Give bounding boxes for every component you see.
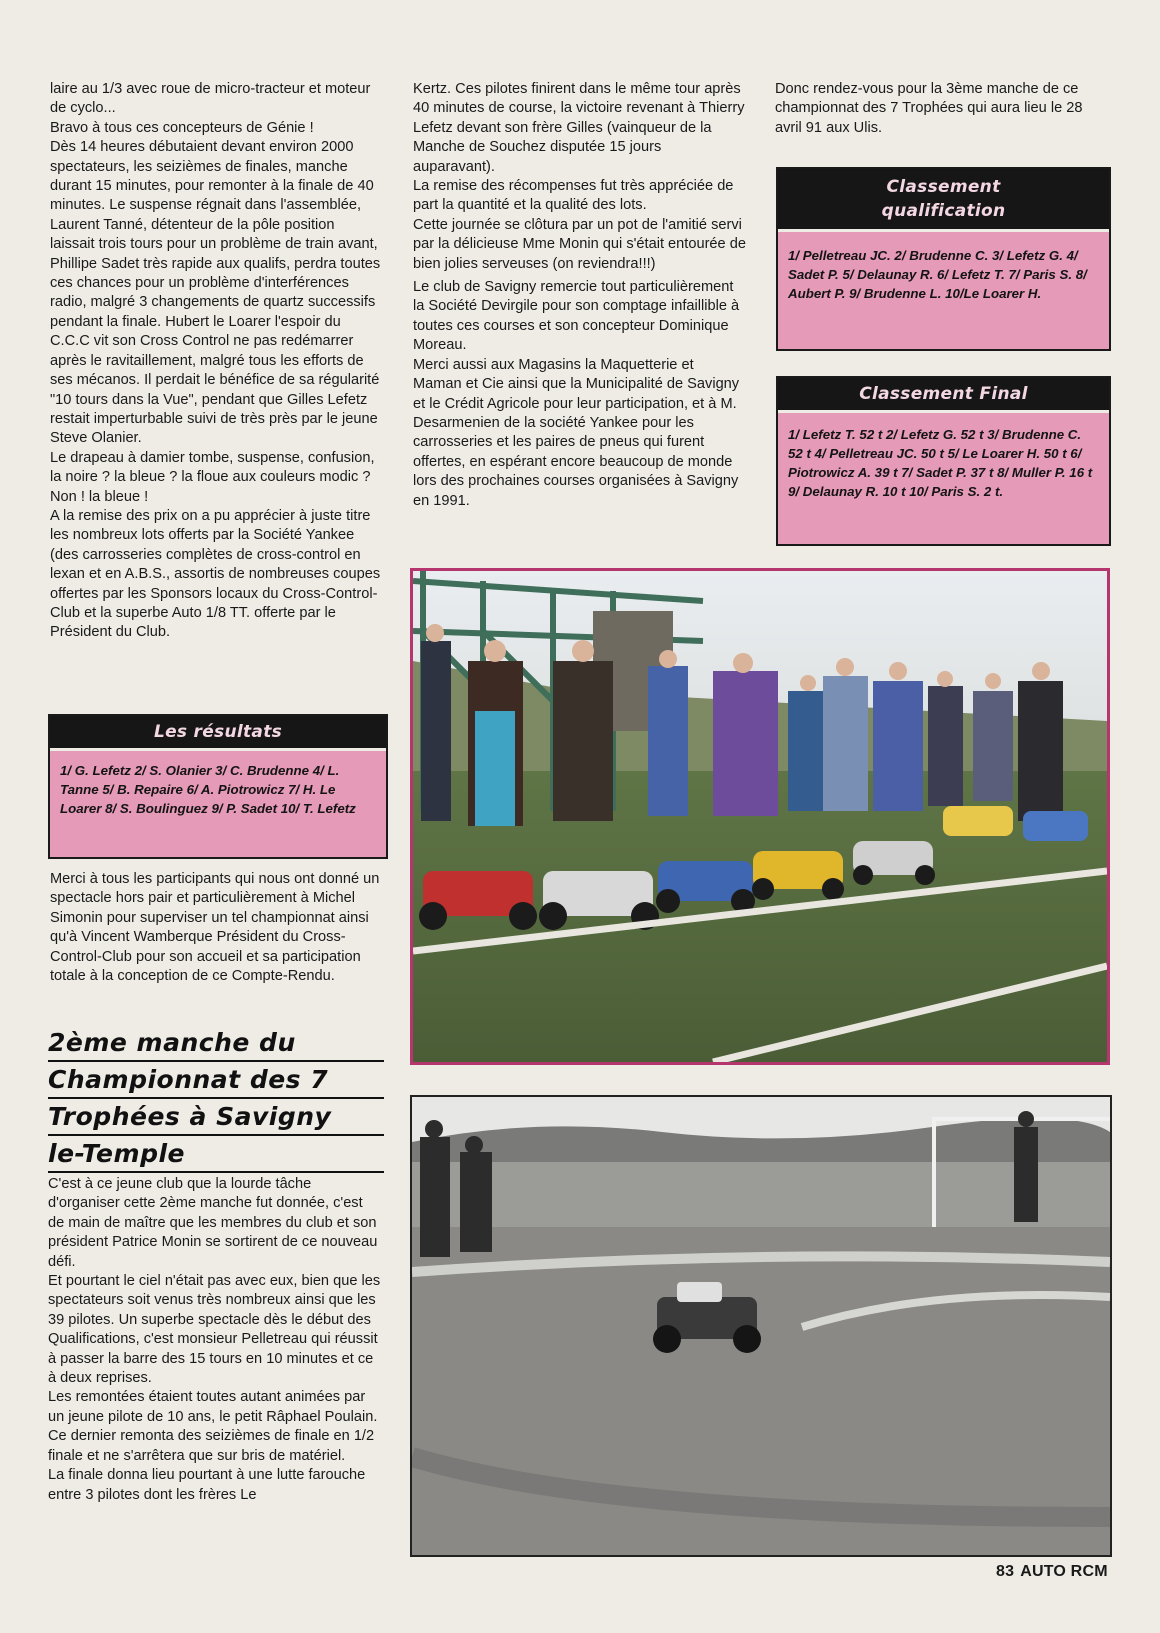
article-column-1-top	[50, 80, 382, 643]
photo-track-illustration	[412, 1097, 1110, 1555]
headline-line: 2ème manche du	[48, 1026, 384, 1062]
paragraph: La finale donna lieu pourtant à une lutte farouche entre 3 pilotes dont les frères Le	[48, 1467, 366, 1503]
qualification-title-line: qualification	[881, 201, 1006, 221]
paragraph: Dès 14 heures débutaient devant environ 2000 spectateurs, les seizièmes de finales, manche durant 15 minutes, pour remonter à la finale de 40 minutes. Le suspense régnait dans l'assemblée, Laurent Tanné, détenteur de la pôle position laissait trois tours pour un problème de train avant, Phillipe Sadet très rapide aux qualifs, perdra toutes ces chances pour un problème d'interférences radio, malgré 3 changements de quartz successifs pendant la finale. Hubert le Loarer l'espoir du C.C.C vit son Cross Control ne pas redémarrer après le ravitaillement, malgré tous les efforts de ses mécanos. Il perdait le bénéfice de sa régularité "10 tours dans la Vue", pendant que Gilles Lefetz restait imperturbable suivi de très près par le jeune Steve Olanier.	[50, 139, 381, 447]
headline-line: le-Temple	[48, 1137, 384, 1173]
paragraph: Le drapeau à damier tombe, suspense, confusion, la noire ? la bleue ? la floue aux couleurs modic ? Non ! la bleue !	[50, 449, 375, 505]
paragraph: Donc rendez-vous pour la 3ème manche de ce championnat des 7 Trophées qui aura lieu le 28 avril 91 aux Ulis.	[775, 81, 1083, 136]
final-ranking-box	[776, 376, 1111, 546]
results-box-title: Les résultats	[50, 716, 386, 748]
qualification-title-line: Classement	[886, 177, 1001, 197]
paragraph: Et pourtant le ciel n'était pas avec eux, bien que les spectateurs soit venus très nombreux ainsi que les 39 pilotes. Un superbe spectacle dès le début des Qualifications, c'est monsieur Pelletreau qui réussit à passer la barre des 15 tours en 10 minutes et ce à deux reprises.	[48, 1273, 381, 1387]
paragraph: La remise des récompenses fut très appréciée de part la quantité et la qualité des lots.	[413, 178, 734, 214]
photo-crowd-illustration	[413, 571, 1107, 1062]
final-box-title: Classement Final	[778, 378, 1109, 410]
magazine-name: AUTO RCM	[1020, 1563, 1108, 1580]
paragraph: laire au 1/3 avec roue de micro-tracteur et moteur de cyclo...	[50, 81, 371, 117]
qualification-ranking-box	[776, 167, 1111, 351]
paragraph: Cette journée se clôtura par un pot de l'amitié servi par la délicieuse Mme Monin qui s'était entourée de bien jolies serveuses (on reviendra!!!)	[413, 216, 746, 272]
paragraph: Kertz. Ces pilotes finirent dans le même tour après 40 minutes de course, la victoire revenant à Thierry Lefetz devant son frère Gilles (vainqueur de la Manche de Souchez disputée 15 jours auparavant).	[413, 81, 745, 175]
paragraph: A la remise des prix on a pu apprécier à juste titre les nombreux lots offerts par la Société Yankee (des carrosseries complètes de cross-control en lexan et en A.B.S., assortis de nombreuses coupes offertes par les Sponsors locaux du Cross-Control-Club et la superbe Auto 1/8 TT. offerte par le Président du Club.	[50, 507, 381, 641]
paragraph: C'est à ce jeune club que la lourde tâche d'organiser cette 2ème manche fut donnée, c'est de main de maître que les membres du club et son président Patrice Monin se sortirent de ce nouveau défi.	[48, 1176, 378, 1270]
paragraph: Les remontées étaient toutes autant animées par un jeune pilote de 10 ans, le petit Râphael Poulain.	[48, 1389, 378, 1425]
article-headline	[48, 1026, 384, 1174]
results-box	[48, 714, 388, 859]
page-footer	[996, 1563, 1114, 1581]
article-column-1-middle	[50, 870, 382, 986]
qualification-box-body: 1/ Pelletreau JC. 2/ Brudenne C. 3/ Lefetz G. 4/ Sadet P. 5/ Delaunay R. 6/ Lefetz T. 7/ Paris S. 8/ Aubert P. 9/ Brudenne L. 10/Le Loarer H.	[778, 229, 1109, 313]
article-column-1-bottom	[48, 1175, 382, 1505]
article-column-2-top	[413, 80, 746, 511]
paragraph: Merci aussi aux Magasins la Maquetterie et Maman et Cie ainsi que la Municipalité de Savigny et le Crédit Agricole pour leur participation, et à M. Desarmenien de la société Yankee pour les carrosseries et les paires de pneus qui furent offertes, en espérant encore beaucoup de monde lors des prochaines courses organisées à Savigny en 1991.	[413, 356, 740, 509]
headline-line: Trophées à Savigny	[48, 1100, 384, 1136]
photo-track-bw	[410, 1095, 1112, 1557]
article-column-3-top	[775, 80, 1108, 138]
headline-line: Championnat des 7	[48, 1063, 384, 1099]
photo-crowd-and-cars	[410, 568, 1110, 1065]
paragraph: Le club de Savigny remercie tout particulièrement la Société Devirgile pour son comptage infaillible à toutes ces courses et son concepteur Dominique Moreau.	[413, 279, 740, 354]
page-number: 83	[996, 1563, 1015, 1580]
final-box-body: 1/ Lefetz T. 52 t 2/ Lefetz G. 52 t 3/ Brudenne C. 52 t 4/ Pelletreau JC. 50 t 5/ Le Loarer H. 50 t 6/ Piotrowicz A. 39 t 7/ Sadet P. 37 t 8/ Muller P. 16 t 9/ Delaunay R. 10 t 10/ Paris S. 2 t.	[778, 410, 1109, 511]
qualification-box-title	[778, 169, 1109, 229]
paragraph: Ce dernier remonta des seizièmes de finale en 1/2 finale et ne s'arrêtera que sur bris de matériel.	[48, 1428, 375, 1464]
paragraph: Merci à tous les participants qui nous ont donné un spectacle hors pair et particulièrement à Michel Simonin pour superviser un tel championnat ainsi qu'à Vincent Wamberque Président du Cross-Control-Club pour son accueil et sa participation totale à la conception de ce Compte-Rendu.	[50, 871, 380, 985]
paragraph: Bravo à tous ces concepteurs de Génie !	[50, 119, 314, 136]
results-box-body: 1/ G. Lefetz 2/ S. Olanier 3/ C. Brudenne 4/ L. Tanne 5/ B. Repaire 6/ A. Piotrowicz 7/ H. Le Loarer 8/ S. Boulinguez 9/ P. Sadet 10/ T. Lefetz	[50, 748, 386, 828]
